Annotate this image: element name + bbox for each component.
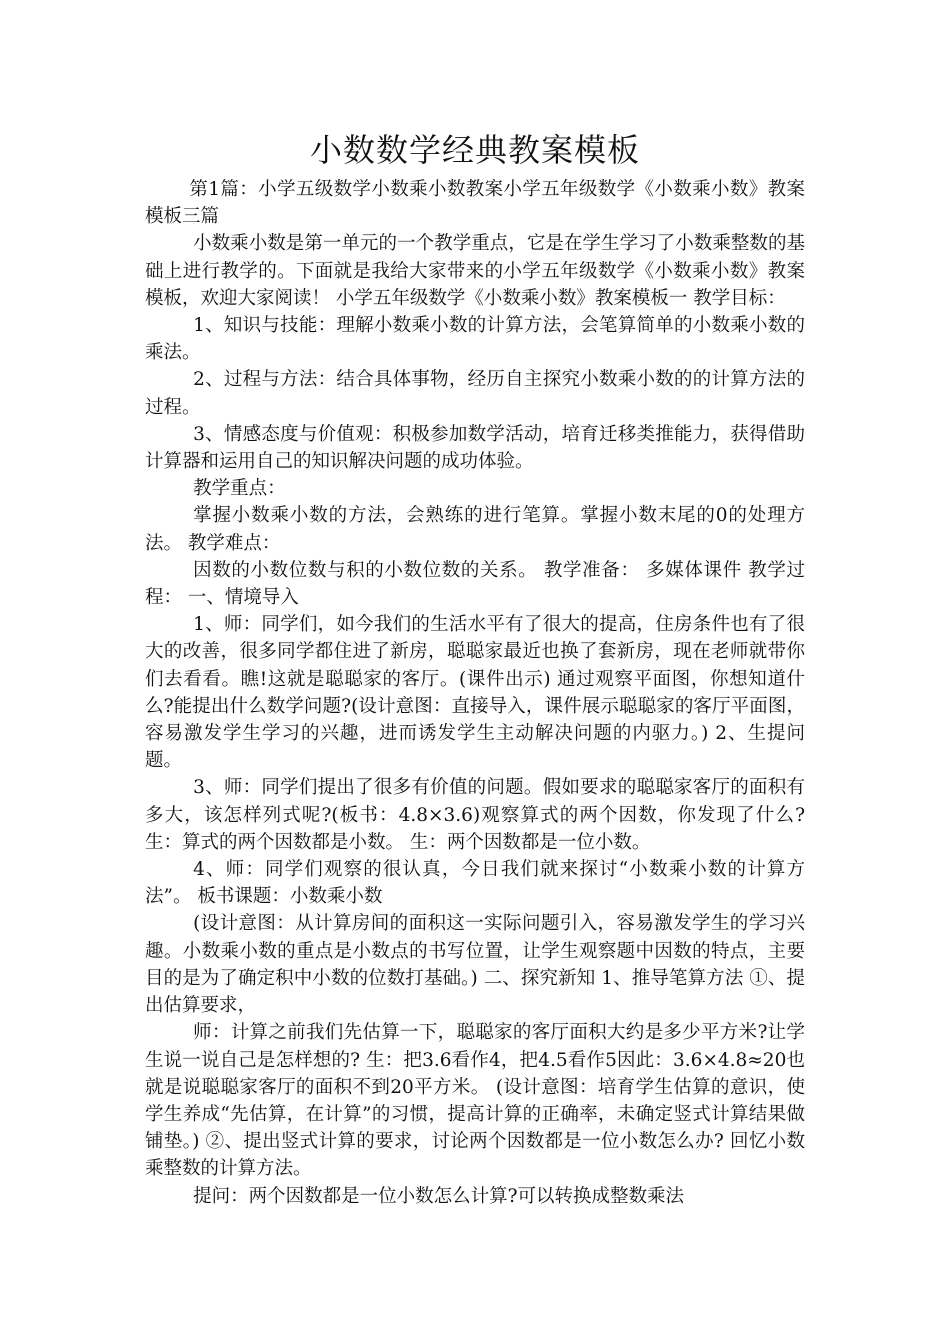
paragraph: 因数的小数位数与积的小数位数的关系。 教学准备： 多媒体课件 教学过程： 一、情境导入 [145,559,805,609]
paragraph: 2、过程与方法：结合具体事物，经历自主探究小数乘小数的的计算方法的过程。 [145,369,805,418]
paragraph: 师：计算之前我们先估算一下，聪聪家的客厅面积大约是多少平方米?让学生说一说自己是怎样想的? 生：把3.6看作4，把4.5看作5因此：3.6×4.8≈20也就是说聪聪家客厅的面积不到20平方米。 (设计意图：培育学生估算的意识，使学生养成“先估算，在计算”的习惯，提高计算的正确率，未确定竖式计算结果做铺垫。) ②、提出竖式计算的要求，讨论两个因数都是一位小数怎么办? 回忆小数乘整数的计算方法。 [145,1022,805,1180]
document-page [145,128,805,1210]
paragraph: 小数乘小数是第一单元的一个教学重点，它是在学生学习了小数乘整数的基础上进行教学的。下面就是我给大家带来的小学五年级数学《小数乘小数》教案模板，欢迎大家阅读！ 小学五年级数学《小数乘小数》教案模板一 教学目标： [145,233,805,309]
paragraph: (设计意图：从计算房间的面积这一实际问题引入，容易激发学生的学习兴趣。小数乘小数的重点是小数点的书写位置，让学生观察题中因数的特点，主要目的是为了确定积中小数的位数打基础。) 二、探究新知 1、推导笔算方法 ①、提出估算要求， [145,913,805,1017]
paragraph: 1、知识与技能：理解小数乘小数的计算方法，会笔算简单的小数乘小数的乘法。 [145,315,805,364]
paragraph: 提问：两个因数都是一位小数怎么计算?可以转换成整数乘法 [193,1185,685,1207]
paragraph: 第1篇：小学五级数学小数乘小数教案小学五年级数学《小数乘小数》教案模板三篇 [145,179,805,228]
paragraph: 教学重点： [193,478,286,500]
paragraph: 3、情感态度与价值观：积极参加数学活动，培育迁移类推能力，获得借助计算器和运用自己的知识解决问题的成功体验。 [145,423,805,473]
paragraph: 1、师：同学们，如今我们的生活水平有了很大的提高，住房条件也有了很大的改善，很多同学都住进了新房，聪聪家最近也换了套新房，现在老师就带你们去看看。瞧!这就是聪聪家的客厅。(课件出示) 通过观察平面图，你想知道什么?能提出什么数学问题?(设计意图：直接导入，课件展示聪聪家的客厅平面图，容易激发学生学习的兴趣，进而诱发学生主动解决问题的内驱力。) 2、生提问题。 [145,614,805,772]
paragraph: 掌握小数乘小数的方法，会熟练的进行笔算。掌握小数末尾的0的处理方法。 教学难点： [145,505,805,554]
paragraph: 3、师：同学们提出了很多有价值的问题。假如要求的聪聪家客厅的面积有多大，该怎样列式呢?(板书：4.8×3.6)观察算式的两个因数，你发现了什么? 生：算式的两个因数都是小数。 生：两个因数都是一位小数。 [145,777,805,853]
document-title: 小数数学经典教案模板 [309,131,640,169]
paragraph: 4、师：同学们观察的很认真，今日我们就来探讨“小数乘小数的计算方法”。 板书课题：小数乘小数 [145,859,805,908]
